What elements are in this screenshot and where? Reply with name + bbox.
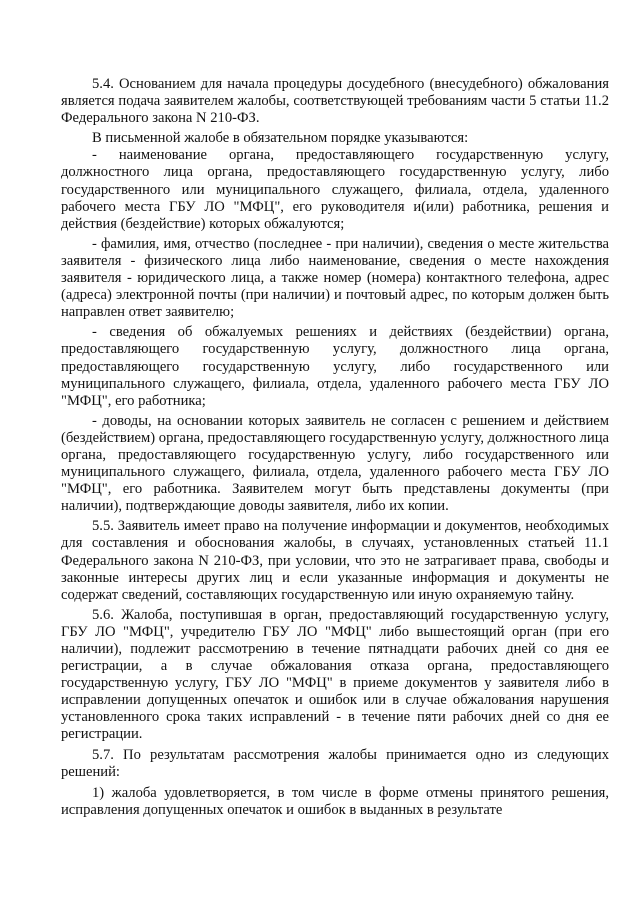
paragraph-5-6: 5.6. Жалоба, поступившая в орган, предоставляющий государственную услугу, ГБУ ЛО "МФЦ", учредителю ГБУ ЛО "МФЦ" либо вышестоящий орган (при его наличии), подлежит рассмотрению в течение пятнадцати рабочих дней со дня ее регистрации, а в случае обжалования отказа органа, предоставляющего государственную услугу, ГБУ ЛО "МФЦ" в приеме документов у заявителя либо в исправлении допущенных опечаток и ошибок или в случае обжалования нарушения установленного срока таких исправлений - в течение пяти рабочих дней со дня ее регистрации. bbox=[61, 606, 609, 743]
paragraph-5-4: 5.4. Основанием для начала процедуры досудебного (внесудебного) обжалования является подача заявителем жалобы, соответствующей требованиям части 5 статьи 11.2 Федерального закона N 210-ФЗ. bbox=[61, 76, 609, 127]
paragraph-5-7: 5.7. По результатам рассмотрения жалобы принимается одно из следующих решений: bbox=[61, 746, 609, 780]
paragraph-complaint-intro: В письменной жалобе в обязательном порядке указываются: bbox=[92, 130, 469, 147]
list-item-organ-name: - наименование органа, предоставляющего государственную услугу, должностного лица органа, предоставляющего государственную услугу, либо государственного или муниципального служащего, филиала, отдела, удаленного рабочего места ГБУ ЛО "МФЦ", его руководителя и(или) работника, решения и действия (бездействие) которых обжалуются; bbox=[61, 147, 609, 232]
list-item-applicant-info: - фамилия, имя, отчество (последнее - при наличии), сведения о месте жительства заявителя - физического лица либо наименование, сведения о месте нахождения заявителя - юридического лица, а также номер (номера) контактного телефона, адрес (адреса) электронной почты (при наличии) и почтовый адрес, по которым должен быть направлен ответ заявителю; bbox=[61, 235, 609, 321]
list-item-arguments: - доводы, на основании которых заявитель не согласен с решением и действием (бездействием) органа, предоставляющего государственную услугу, должностного лица органа, предоставляющего государственную услугу, либо государственного или муниципального служащего, филиала, отдела, удаленного рабочего места ГБУ ЛО "МФЦ", его работника. Заявителем могут быть представлены документы (при наличии), подтверждающие доводы заявителя, либо их копии. bbox=[61, 412, 609, 515]
list-item-appealed-decisions: - сведения об обжалуемых решениях и действиях (бездействии) органа, предоставляющего государственную услугу, должностного лица органа, предоставляющего государственную услугу, либо государственного или муниципального служащего, филиала, отдела, удаленного рабочего места ГБУ ЛО "МФЦ", его работника; bbox=[61, 324, 609, 409]
paragraph-5-5: 5.5. Заявитель имеет право на получение информации и документов, необходимых для составления и обоснования жалобы, в случаях, установленных статьей 11.1 Федерального закона N 210-ФЗ, при условии, что это не затрагивает права, свободы и законные интересы других лиц и если указанные информация и документы не содержат сведений, составляющих государственную или иную охраняемую тайну. bbox=[61, 518, 609, 603]
document-body bbox=[61, 76, 609, 819]
list-item-complaint-satisfied: 1) жалоба удовлетворяется, в том числе в форме отмены принятого решения, исправления допущенных опечаток и ошибок в выданных в результате bbox=[61, 784, 609, 818]
